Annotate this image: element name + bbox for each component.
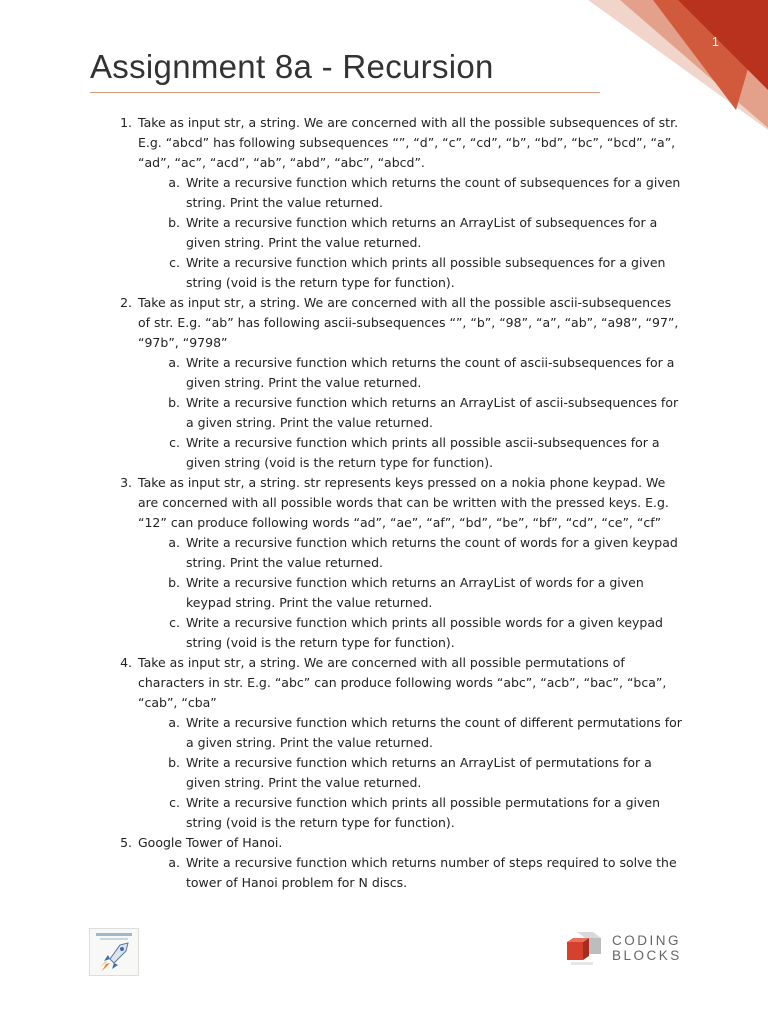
page-title: Assignment 8a - Recursion — [90, 48, 494, 85]
sub-question-list — [138, 533, 686, 653]
title-underline — [90, 92, 600, 93]
question-text: Take as input str, a string. We are concerned with all possible permutations of characters in str. E.g. “abc” can produce following words “abc”, “acb”, “bac”, “bca”, “cab”, “cba” — [138, 655, 667, 710]
question-item — [136, 653, 686, 833]
sub-question-item: c. Write a recursive function which prints all possible permutations for a given string (void is the return type for function). — [184, 793, 686, 833]
page-number: 1 — [711, 34, 719, 49]
sub-question-item: a. Write a recursive function which returns the count of different permutations for a given string. Print the value returned. — [184, 713, 686, 753]
sub-question-item: b. Write a recursive function which returns an ArrayList of words for a given keypad string. Print the value returned. — [184, 573, 686, 613]
sub-question-item: a. Write a recursive function which returns the count of ascii-subsequences for a given string. Print the value returned. — [184, 353, 686, 393]
rocket-logo-icon — [89, 928, 139, 976]
sub-question-list — [138, 853, 686, 893]
sub-question-item: a. Write a recursive function which returns number of steps required to solve the tower of Hanoi problem for N discs. — [184, 853, 686, 893]
sub-question-list — [138, 713, 686, 833]
question-list — [96, 113, 686, 893]
question-text: Google Tower of Hanoi. — [138, 835, 283, 850]
sub-question-item: b. Write a recursive function which returns an ArrayList of ascii-subsequences for a given string. Print the value returned. — [184, 393, 686, 433]
brand-name-line2: BLOCKS — [612, 948, 682, 963]
cube-logo-icon — [563, 930, 607, 970]
question-text: Take as input str, a string. str represents keys pressed on a nokia phone keypad. We are concerned with all possible words that can be written with the pressed keys. E.g. “12” can produce following words “ad”, “ae”, “af”, “bd”, “be”, “bf”, “cd”, “ce”, “cf” — [138, 475, 669, 530]
question-item — [136, 473, 686, 653]
sub-question-item: b. Write a recursive function which returns an ArrayList of permutations for a given string. Print the value returned. — [184, 753, 686, 793]
assignment-content — [96, 113, 686, 893]
brand-logo — [563, 930, 693, 970]
sub-question-item: c. Write a recursive function which prints all possible ascii-subsequences for a given string (void is the return type for function). — [184, 433, 686, 473]
sub-question-item: b. Write a recursive function which returns an ArrayList of subsequences for a given string. Print the value returned. — [184, 213, 686, 253]
sub-question-item: a. Write a recursive function which returns the count of subsequences for a given string. Print the value returned. — [184, 173, 686, 213]
sub-question-list — [138, 353, 686, 473]
sub-question-item: c. Write a recursive function which prints all possible words for a given keypad string (void is the return type for function). — [184, 613, 686, 653]
sub-question-item: c. Write a recursive function which prints all possible subsequences for a given string (void is the return type for function). — [184, 253, 686, 293]
question-item — [136, 833, 686, 893]
question-text: Take as input str, a string. We are concerned with all the possible subsequences of str. E.g. “abcd” has following subsequences “”, “d”, “c”, “cd”, “b”, “bd”, “bc”, “bcd”, “a”, “ad”, “ac”, “acd”, “ab”, “abd”, “abc”, “abcd”. — [138, 115, 679, 170]
question-item — [136, 113, 686, 293]
sub-question-item: a. Write a recursive function which returns the count of words for a given keypad string. Print the value returned. — [184, 533, 686, 573]
question-text: Take as input str, a string. We are concerned with all the possible ascii-subsequences of str. E.g. “ab” has following ascii-subsequences “”, “b”, “98”, “a”, “ab”, “a98”, “97”, “97b”, “9798” — [138, 295, 679, 350]
sub-question-list — [138, 173, 686, 293]
corner-decoration — [558, 0, 768, 130]
brand-name-line1: CODING — [612, 933, 681, 948]
question-item — [136, 293, 686, 473]
